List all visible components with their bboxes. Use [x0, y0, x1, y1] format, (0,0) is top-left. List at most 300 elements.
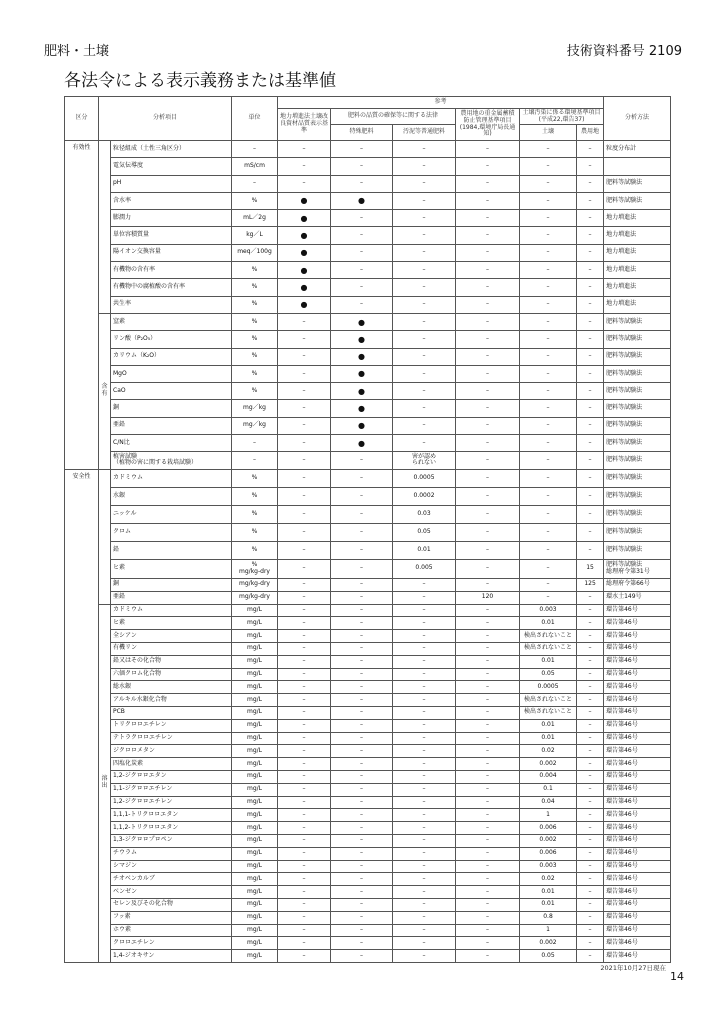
table-row [65, 365, 671, 382]
unit: mg/L [232, 783, 278, 796]
reference-value: – [278, 681, 331, 694]
reference-value: – [331, 262, 393, 279]
unit: mL／2g [232, 210, 278, 227]
unit: mg/L [232, 898, 278, 911]
reference-value: – [278, 924, 331, 937]
reference-value: 0.006 [520, 847, 577, 860]
reference-value: – [393, 783, 456, 796]
analysis-method: 地力増進法 [604, 279, 671, 296]
analysis-item: pH [111, 175, 232, 192]
reference-value: 0.002 [520, 937, 577, 950]
reference-value: – [577, 771, 604, 784]
reference-value: – [331, 809, 393, 822]
analysis-item: カリウム（K₂O） [111, 348, 232, 365]
reference-value: – [331, 505, 393, 523]
reference-value: – [393, 873, 456, 886]
reference-value: – [393, 591, 456, 604]
reference-value: – [278, 348, 331, 365]
reference-value: – [278, 331, 331, 348]
reference-value: – [393, 668, 456, 681]
reference-value: – [456, 175, 520, 192]
reference-value: – [278, 604, 331, 617]
reference-value: – [393, 365, 456, 382]
reference-value: – [456, 924, 520, 937]
reference-value: – [456, 860, 520, 873]
reference-value: – [577, 348, 604, 365]
reference-value: – [278, 745, 331, 758]
unit: % [232, 192, 278, 209]
reference-value: – [577, 487, 604, 505]
reference-value: – [520, 296, 577, 313]
subcategory-blank [99, 141, 111, 314]
analysis-method: 肥料等試験法 [604, 505, 671, 523]
reference-value: 1 [520, 924, 577, 937]
reference-value: 0.01 [520, 655, 577, 668]
analysis-method: 肥料等試験法 [604, 541, 671, 559]
reference-value: – [456, 452, 520, 469]
unit: mg／kg [232, 417, 278, 434]
reference-value: – [456, 950, 520, 963]
reference-value: – [331, 452, 393, 469]
table-row [65, 227, 671, 244]
analysis-item: カドミウム [111, 604, 232, 617]
reference-value: – [577, 175, 604, 192]
table-row [65, 834, 671, 847]
reference-value: – [331, 924, 393, 937]
reference-value: – [331, 732, 393, 745]
reference-value: – [278, 559, 331, 578]
reference-value: – [577, 681, 604, 694]
header-sludge-fertilizer: 汚泥等普通肥料 [393, 125, 456, 141]
unit: mg/L [232, 758, 278, 771]
table-row [65, 873, 671, 886]
table-row [65, 505, 671, 523]
reference-value: – [456, 296, 520, 313]
analysis-method: 環告第46号 [604, 617, 671, 630]
reference-value: – [456, 643, 520, 656]
reference-value: – [393, 771, 456, 784]
unit: – [232, 435, 278, 452]
reference-value: – [456, 668, 520, 681]
reference-value: – [393, 227, 456, 244]
header-method: 分析方法 [604, 97, 671, 141]
reference-value: – [278, 578, 331, 591]
reference-value: ● [331, 192, 393, 209]
analysis-method: 肥料等試験法 [604, 452, 671, 469]
reference-value: – [331, 617, 393, 630]
reference-value: – [331, 487, 393, 505]
reference-value: – [577, 469, 604, 487]
reference-value: – [331, 911, 393, 924]
reference-value: – [520, 417, 577, 434]
reference-value: – [456, 911, 520, 924]
reference-value: – [520, 452, 577, 469]
analysis-method: 環告第46号 [604, 604, 671, 617]
reference-value: – [456, 771, 520, 784]
table-row [65, 400, 671, 417]
table-row [65, 348, 671, 365]
unit: mg/L [232, 604, 278, 617]
reference-value: – [331, 643, 393, 656]
analysis-method: 環告第46号 [604, 668, 671, 681]
analysis-method: 環告第46号 [604, 950, 671, 963]
reference-value: – [393, 435, 456, 452]
reference-value: – [331, 210, 393, 227]
analysis-method: 地力増進法 [604, 227, 671, 244]
analysis-item: 窒素 [111, 313, 232, 330]
analysis-method: 環告第46号 [604, 783, 671, 796]
reference-value: – [577, 668, 604, 681]
analysis-method: 環告第46号 [604, 860, 671, 873]
unit: mg/L [232, 630, 278, 643]
reference-value: ● [278, 262, 331, 279]
table-row [65, 911, 671, 924]
unit: kg／L [232, 227, 278, 244]
analysis-method: 肥料等試験法 [604, 365, 671, 382]
analysis-item: 総水銀 [111, 681, 232, 694]
table-row [65, 707, 671, 720]
reference-value: – [278, 847, 331, 860]
reference-value: – [577, 732, 604, 745]
reference-value: – [577, 950, 604, 963]
analysis-item: 1,1-ジクロロエチレン [111, 783, 232, 796]
reference-value: – [393, 313, 456, 330]
reference-value: – [456, 505, 520, 523]
reference-value: – [331, 898, 393, 911]
reference-value: – [331, 227, 393, 244]
reference-value: – [278, 937, 331, 950]
reference-value: – [577, 417, 604, 434]
reference-value: – [393, 809, 456, 822]
reference-value: – [520, 400, 577, 417]
analysis-item: ホウ素 [111, 924, 232, 937]
reference-value: – [456, 417, 520, 434]
reference-value: – [520, 244, 577, 261]
analysis-method: 環告第46号 [604, 630, 671, 643]
reference-value: – [577, 158, 604, 175]
table-row [65, 331, 671, 348]
analysis-item: ベンゼン [111, 886, 232, 899]
analysis-method: 肥料等試験法 [604, 192, 671, 209]
analysis-item: 鉛又はその化合物 [111, 655, 232, 668]
analysis-method: 環告第46号 [604, 834, 671, 847]
unit: mg/L [232, 809, 278, 822]
as-of-date: 2021年10月27日現在 [600, 964, 666, 972]
analysis-method: 環告第46号 [604, 719, 671, 732]
reference-value: – [393, 860, 456, 873]
reference-value: – [577, 783, 604, 796]
reference-value: – [456, 400, 520, 417]
unit: mg/L [232, 745, 278, 758]
analysis-method: 環告第46号 [604, 822, 671, 835]
reference-value: – [456, 244, 520, 261]
reference-value: – [577, 279, 604, 296]
reference-value: – [577, 296, 604, 313]
reference-value: – [520, 559, 577, 578]
reference-value: – [278, 809, 331, 822]
unit: – [232, 141, 278, 158]
table-row [65, 783, 671, 796]
reference-value: – [393, 141, 456, 158]
reference-value: – [393, 643, 456, 656]
reference-value: – [577, 809, 604, 822]
reference-value: – [577, 141, 604, 158]
reference-value: – [520, 210, 577, 227]
reference-value: 0.01 [520, 886, 577, 899]
reference-value: – [520, 435, 577, 452]
reference-value: 検出されないこと [520, 707, 577, 720]
reference-value: – [520, 192, 577, 209]
analysis-item: 共生率 [111, 296, 232, 313]
analysis-method: 肥料等試験法 [604, 313, 671, 330]
reference-value: – [278, 707, 331, 720]
reference-value: 0.01 [520, 732, 577, 745]
analysis-item: 1,1,2-トリクロロエタン [111, 822, 232, 835]
analysis-method: 肥料等試験法 総理府令第31号 [604, 559, 671, 578]
analysis-item: 六価クロム化合物 [111, 668, 232, 681]
unit: mg/L [232, 668, 278, 681]
table-row [65, 630, 671, 643]
reference-value: – [278, 898, 331, 911]
analysis-item: クロム [111, 523, 232, 541]
analysis-method: 環告第46号 [604, 643, 671, 656]
reference-value: – [331, 758, 393, 771]
reference-value: – [331, 469, 393, 487]
reference-value: – [331, 668, 393, 681]
unit: mg/L [232, 911, 278, 924]
header-special-fertilizer: 特殊肥料 [331, 125, 393, 141]
analysis-item: 銅 [111, 578, 232, 591]
reference-value: ● [331, 383, 393, 400]
reference-value: – [393, 758, 456, 771]
reference-value: – [456, 141, 520, 158]
reference-value: 検出されないこと [520, 630, 577, 643]
table-row [65, 541, 671, 559]
analysis-method: 環告第46号 [604, 937, 671, 950]
document-number: 技術資料番号 2109 [566, 44, 682, 59]
analysis-method: 環告第46号 [604, 745, 671, 758]
analysis-item: チオベンカルブ [111, 873, 232, 886]
reference-value: – [577, 847, 604, 860]
reference-value: ● [278, 227, 331, 244]
reference-value: – [520, 158, 577, 175]
reference-value: – [278, 141, 331, 158]
reference-value: – [456, 523, 520, 541]
table-row [65, 279, 671, 296]
unit: mg/L [232, 847, 278, 860]
reference-value: – [520, 279, 577, 296]
reference-value: – [456, 655, 520, 668]
table-row [65, 847, 671, 860]
analysis-item: C/N比 [111, 435, 232, 452]
analysis-item: クロロエチレン [111, 937, 232, 950]
unit: % [232, 469, 278, 487]
reference-value: – [393, 822, 456, 835]
reference-value: – [520, 505, 577, 523]
unit: mg/L [232, 643, 278, 656]
table-row [65, 435, 671, 452]
reference-value: – [278, 822, 331, 835]
reference-value: – [577, 227, 604, 244]
reference-value: ● [278, 279, 331, 296]
reference-value: – [577, 331, 604, 348]
reference-value: – [331, 523, 393, 541]
analysis-item: 銅 [111, 400, 232, 417]
reference-value: – [456, 279, 520, 296]
document-category: 肥料・土壌 [44, 44, 110, 59]
reference-value: ● [278, 210, 331, 227]
subcategory-leaching: 溶出 [99, 604, 111, 962]
analysis-item: カドミウム [111, 469, 232, 487]
reference-value: 0.003 [520, 860, 577, 873]
reference-value: – [456, 886, 520, 899]
analysis-method: 総理府令第66号 [604, 578, 671, 591]
reference-value: – [278, 796, 331, 809]
reference-value: – [520, 487, 577, 505]
table-row [65, 262, 671, 279]
header-soil-improvement-law: 地力増進法土壌改良資材品質表示基準 [278, 109, 331, 141]
analysis-method: 肥料等試験法 [604, 331, 671, 348]
reference-value: – [456, 262, 520, 279]
header-item: 分析項目 [99, 97, 232, 141]
reference-value: – [520, 365, 577, 382]
analysis-method: 環告第46号 [604, 771, 671, 784]
reference-value: – [278, 487, 331, 505]
analysis-method: 環告第46号 [604, 681, 671, 694]
analysis-item: 亜鉛 [111, 417, 232, 434]
reference-value: 0.1 [520, 783, 577, 796]
table-row [65, 809, 671, 822]
reference-value: – [278, 617, 331, 630]
unit: mg/L [232, 937, 278, 950]
reference-value: – [577, 924, 604, 937]
reference-value: – [278, 400, 331, 417]
reference-value: – [278, 655, 331, 668]
table-row [65, 745, 671, 758]
reference-value: – [331, 559, 393, 578]
reference-value: – [456, 559, 520, 578]
analysis-item: 1,2-ジクロロエタン [111, 771, 232, 784]
analysis-method: 地力増進法 [604, 262, 671, 279]
analysis-item: セレン及びその化合物 [111, 898, 232, 911]
table-body [65, 141, 671, 963]
table-row [65, 578, 671, 591]
unit: % [232, 296, 278, 313]
reference-value: – [577, 192, 604, 209]
analysis-method: 地力増進法 [604, 244, 671, 261]
reference-value: 0.02 [520, 745, 577, 758]
reference-value: – [456, 617, 520, 630]
reference-value: – [331, 745, 393, 758]
analysis-method: 環告第46号 [604, 655, 671, 668]
reference-value: – [577, 719, 604, 732]
reference-value: – [456, 192, 520, 209]
unit: % [232, 279, 278, 296]
table-row [65, 469, 671, 487]
subcategory-blank [99, 469, 111, 604]
subcategory-content: 含有 [99, 313, 111, 469]
analysis-method: 環告第46号 [604, 707, 671, 720]
unit: mg/L [232, 707, 278, 720]
reference-value: 125 [577, 578, 604, 591]
unit: mg/L [232, 924, 278, 937]
reference-value: – [278, 469, 331, 487]
unit: – [232, 175, 278, 192]
analysis-method: 環告第46号 [604, 694, 671, 707]
unit: mg/L [232, 796, 278, 809]
category-safety: 安全性 [65, 469, 99, 962]
reference-value: – [520, 141, 577, 158]
reference-value: – [393, 331, 456, 348]
reference-value: – [577, 541, 604, 559]
reference-value: – [577, 313, 604, 330]
table-row [65, 487, 671, 505]
analysis-item: PCB [111, 707, 232, 720]
reference-value: – [456, 707, 520, 720]
analysis-item: 鉛 [111, 541, 232, 559]
reference-value: 0.01 [520, 898, 577, 911]
reference-value: – [331, 694, 393, 707]
analysis-method: 肥料等試験法 [604, 417, 671, 434]
analysis-item: 膨潤力 [111, 210, 232, 227]
analysis-method: 地力増進法 [604, 210, 671, 227]
reference-value: – [577, 911, 604, 924]
reference-value: ● [331, 417, 393, 434]
table-row [65, 924, 671, 937]
reference-value: – [331, 950, 393, 963]
analysis-item: 1,4-ジオキサン [111, 950, 232, 963]
reference-value: – [331, 834, 393, 847]
unit: % [232, 348, 278, 365]
reference-value: – [393, 604, 456, 617]
analysis-method: 肥料等試験法 [604, 348, 671, 365]
reference-value: – [456, 937, 520, 950]
reference-value: 検出されないこと [520, 694, 577, 707]
category-effectiveness: 有効性 [65, 141, 99, 470]
unit: mg/L [232, 834, 278, 847]
reference-value: – [456, 719, 520, 732]
table-row [65, 296, 671, 313]
reference-value: – [278, 758, 331, 771]
reference-value: – [393, 417, 456, 434]
reference-value: – [393, 707, 456, 720]
reference-value: 0.02 [520, 873, 577, 886]
reference-value: 0.0005 [520, 681, 577, 694]
reference-value: – [278, 860, 331, 873]
reference-value: – [331, 141, 393, 158]
reference-value: 0.05 [393, 523, 456, 541]
analysis-item: 電気伝導度 [111, 158, 232, 175]
reference-value: – [520, 348, 577, 365]
unit: % [232, 313, 278, 330]
reference-value: – [331, 604, 393, 617]
table-row [65, 383, 671, 400]
reference-value: – [456, 847, 520, 860]
table-row [65, 758, 671, 771]
reference-value: – [577, 873, 604, 886]
unit: mg/L [232, 681, 278, 694]
analysis-item: シマジン [111, 860, 232, 873]
table-row [65, 898, 671, 911]
unit: mg/L [232, 950, 278, 963]
reference-value: – [393, 937, 456, 950]
reference-value: – [577, 822, 604, 835]
reference-value: – [577, 591, 604, 604]
analysis-item: 有機物の含有率 [111, 262, 232, 279]
analysis-item: リン酸（P₂O₅） [111, 331, 232, 348]
reference-value: – [456, 158, 520, 175]
reference-value: – [393, 348, 456, 365]
